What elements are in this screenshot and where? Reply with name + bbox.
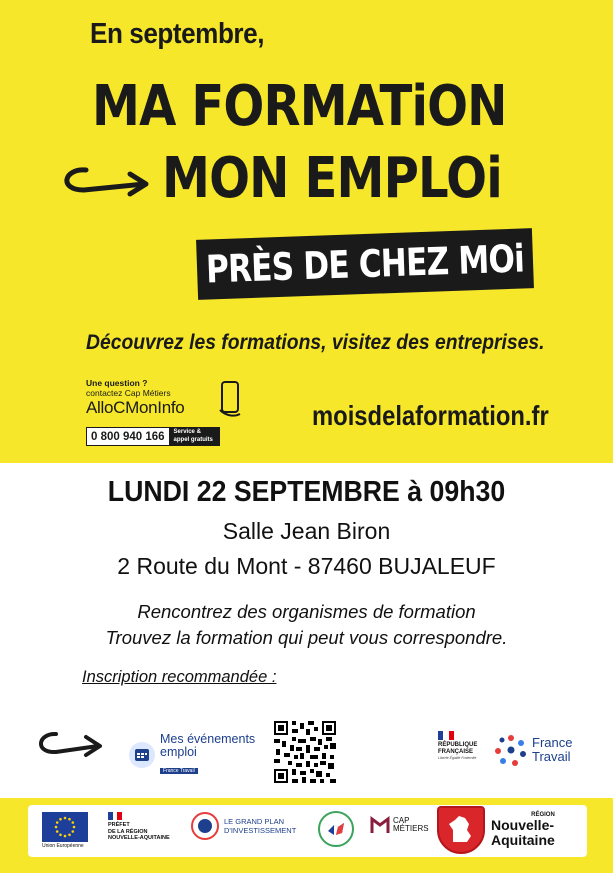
intro-text: En septembre, xyxy=(90,18,265,50)
devise-label: Liberté Égalité Fraternité xyxy=(438,756,477,760)
republique-francaise-logo xyxy=(438,731,490,760)
event-address: 2 Route du Mont - 87460 BUJALEUF xyxy=(117,553,496,579)
arrow-right-icon xyxy=(34,725,108,761)
lion-shield-icon xyxy=(437,806,485,854)
gpi-label: LE GRAND PLAN D'INVESTISSEMENT xyxy=(224,817,297,835)
republique-label: RÉPUBLIQUE FRANÇAISE xyxy=(438,742,478,755)
cap-metiers-logo xyxy=(370,815,429,835)
cap-metiers-label: CAP MÉTIERS xyxy=(393,816,429,833)
website-link[interactable]: moisdelaformation.fr xyxy=(312,400,549,431)
region-label: RÉGION xyxy=(531,812,555,818)
french-flag-icon xyxy=(438,731,454,740)
event-description-2: Trouvez la formation qui peut vous correspondre. xyxy=(105,627,508,648)
allo-brand: AlloCMonInfo xyxy=(86,398,185,417)
region-name-2: Aquitaine xyxy=(491,832,555,848)
pres-de-chez-moi-banner xyxy=(196,228,534,300)
event-description-1: Rencontrez des organismes de formation xyxy=(137,601,476,622)
prefet-label: PRÉFET DE LA RÉGION NOUVELLE-AQUITAINE xyxy=(108,822,170,841)
lion-icon xyxy=(439,808,483,852)
mes-evenements-text-1: Mes événements xyxy=(160,732,256,746)
mes-evenements-text-3: France Travail xyxy=(160,768,198,774)
mes-evenements-text-2: emploi xyxy=(160,745,197,759)
allo-cmoninfo-block xyxy=(86,378,246,443)
france-travail-icon xyxy=(494,733,528,767)
france-relance-icon xyxy=(324,817,348,841)
phone-number[interactable]: 0 800 940 166 xyxy=(86,427,170,446)
french-flag-icon xyxy=(108,812,122,820)
subtitle: Découvrez les formations, visitez des entreprises. xyxy=(86,331,545,354)
title-line-1: MA FORMATiON xyxy=(92,74,507,139)
free-service-note: Service & appel gratuits xyxy=(170,427,220,446)
phone-row xyxy=(86,427,220,446)
smartphone-icon xyxy=(218,380,244,420)
seal-icon xyxy=(190,811,220,841)
region-name-1: Nouvelle- xyxy=(491,817,555,833)
eu-label: Union Européenne xyxy=(42,843,84,849)
event-venue: Salle Jean Biron xyxy=(222,518,391,544)
eu-flag-icon xyxy=(42,812,88,842)
allo-contact: contactez Cap Métiers xyxy=(86,388,171,398)
france-travail-logo[interactable] xyxy=(494,733,572,767)
qr-code-icon[interactable] xyxy=(274,721,336,783)
title-line-2: MON EMPLOi xyxy=(162,146,502,211)
grand-plan-investissement-logo xyxy=(190,811,296,841)
calendar-icon xyxy=(128,741,156,769)
mes-evenements-emploi-logo[interactable] xyxy=(128,733,255,777)
france-relance-logo xyxy=(318,811,354,847)
prefet-logo xyxy=(108,812,178,842)
event-date: LUNDI 22 SEPTEMBRE à 09h30 xyxy=(107,476,506,508)
allo-question: Une question ? xyxy=(86,378,148,388)
arrow-right-icon xyxy=(56,160,156,200)
cap-metiers-icon xyxy=(370,815,390,835)
inscription-label: Inscription recommandée : xyxy=(82,668,277,686)
france-travail-label: France Travail xyxy=(532,735,573,764)
banner-text: PRÈS DE CHEZ MOi xyxy=(205,236,525,292)
eu-stars-icon xyxy=(42,812,88,842)
region-nouvelle-aquitaine-logo xyxy=(437,806,555,854)
